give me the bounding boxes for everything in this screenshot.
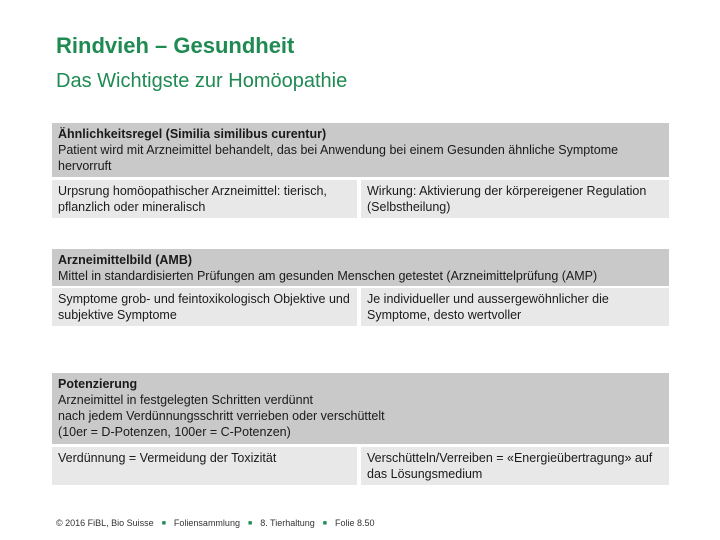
bullet-icon: ■ — [161, 520, 166, 528]
bullet-icon: ■ — [247, 520, 253, 528]
cell-text: Je individueller und aussergewöhnlicher die Symptome, desto wertvoller — [367, 292, 609, 322]
section-text-line: Arzneimittel in festgelegten Schritten verdünnt — [58, 393, 313, 407]
footer-copyright: © 2016 FiBL, Bio Suisse — [56, 518, 154, 528]
bullet-icon: ■ — [322, 520, 327, 528]
section-amb-right — [361, 288, 669, 326]
cell-text: Wirkung: Aktivierung der körpereigener Regulation (Selbstheilung) — [367, 184, 647, 214]
page-title: Rindvieh – Gesundheit — [56, 33, 295, 58]
footer-slide-number: Folie 8.50 — [334, 518, 375, 528]
footer-collection: Foliensammlung — [173, 518, 240, 528]
section-potenzierung-header — [52, 373, 669, 444]
footer — [56, 518, 375, 528]
section-similia-right — [361, 180, 669, 218]
section-similia-header — [52, 123, 669, 177]
section-potenzierung-left — [52, 447, 357, 485]
section-amb-left — [52, 288, 357, 326]
section-text-line: nach jedem Verdünnungsschritt verrieben oder verschüttelt — [58, 409, 385, 423]
section-text: Patient wird mit Arzneimittel behandelt, das bei Anwendung bei einem Gesunden ähnliche Symptome hervorruft — [58, 143, 619, 173]
section-heading: Potenzierung — [58, 377, 138, 391]
footer-topic: 8. Tierhaltung — [260, 518, 315, 528]
section-heading: Arzneimittelbild (AMB) — [58, 253, 193, 267]
section-heading: Ähnlichkeitsregel (Similia similibus curentur) — [58, 127, 327, 141]
cell-text: Symptome grob- und feintoxikologisch Objektive und subjektive Symptome — [58, 292, 350, 322]
section-potenzierung-right — [361, 447, 669, 485]
section-amb-header — [52, 249, 669, 286]
section-text-line: (10er = D-Potenzen, 100er = C-Potenzen) — [58, 425, 291, 439]
cell-text: Urpsrung homöopathischer Arzneimittel: tierisch, pflanzlich oder mineralisch — [58, 184, 327, 214]
cell-text: Verschütteln/Verreiben = «Energieübertragung» auf das Lösungsmedium — [367, 451, 653, 481]
section-text: Mittel in standardisierten Prüfungen am gesunden Menschen getestet (Arzneimittelprüfung (AMP) — [58, 269, 598, 283]
page-subtitle: Das Wichtigste zur Homöopathie — [56, 70, 348, 92]
section-similia-left — [52, 180, 357, 218]
cell-text: Verdünnung = Vermeidung der Toxizität — [58, 451, 277, 465]
